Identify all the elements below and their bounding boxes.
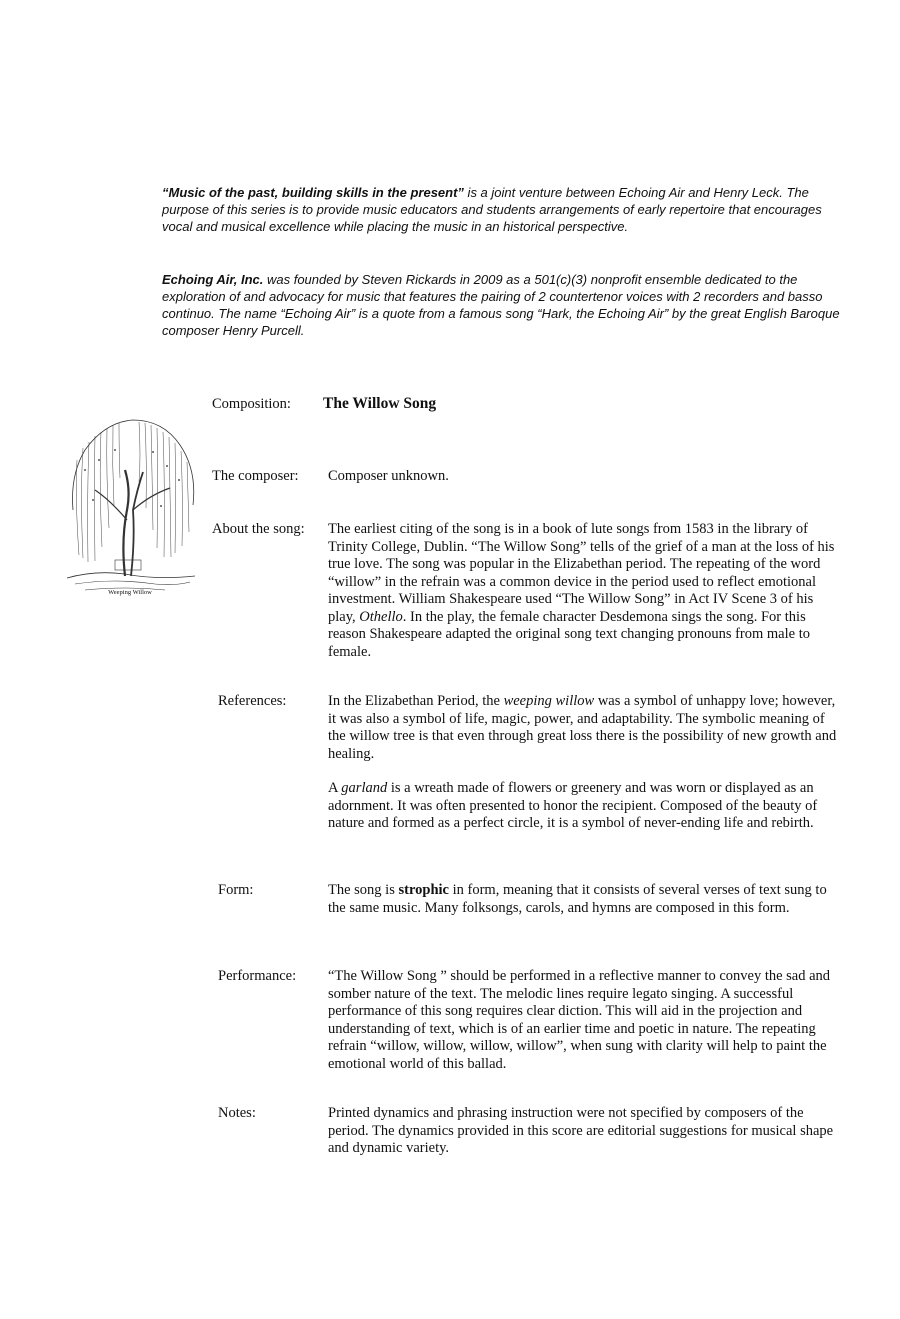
references-paragraph-willow xyxy=(328,693,838,763)
notes-label: Notes: xyxy=(218,1105,256,1121)
composition-label: Composition: xyxy=(212,396,291,412)
composer-label: The composer: xyxy=(212,468,299,484)
form-text-a: The song is xyxy=(328,882,399,898)
play-title: Othello xyxy=(359,608,403,625)
about-text xyxy=(328,521,838,661)
form-text xyxy=(328,882,838,917)
composition-title: The Willow Song xyxy=(323,395,437,412)
series-description: is a joint venture between Echoing Air and Henry Leck. The purpose of this series is to provide music educators and students arrangements of early repertoire that encourages vocal and musical excellence while placing the music in an historical perspective. xyxy=(162,185,822,234)
series-title: “Music of the past, building skills in the present” xyxy=(162,185,464,200)
about-label: About the song: xyxy=(212,521,305,537)
weeping-willow-icon xyxy=(55,410,205,600)
notes-text: Printed dynamics and phrasing instruction were not specified by composers of the period. The dynamics provided in this score are editorial suggestions for musical shape and dynamic variety. xyxy=(328,1105,834,1156)
intro-paragraph-ensemble xyxy=(162,271,842,339)
references-text xyxy=(328,693,838,833)
about-text-part2: . In the play, the female character Desdemona sings the song. For this reason Shakespeare adapted the original song text changing pronouns from male to female. xyxy=(328,608,810,660)
garland-term: garland xyxy=(341,780,388,796)
illustration-caption: Weeping Willow xyxy=(108,589,152,596)
form-text-b: in form, meaning that it consists of several verses of text sung to the same music. Many folksongs, carols, and hymns are composed in this form. xyxy=(328,882,827,916)
references-willow-a: In the Elizabethan Period, the xyxy=(328,693,504,709)
references-willow-b: was a symbol of unhappy love; however, it was also a symbol of life, magic, power, and adaptability. The symbolic meaning of the willow tree is that even through great loss there is the possibility of new growth and healing. xyxy=(328,693,837,762)
references-paragraph-garland xyxy=(328,780,838,833)
weeping-willow-term: weeping willow xyxy=(503,693,595,709)
references-garland-a: A xyxy=(328,780,342,796)
composer-value: Composer unknown. xyxy=(328,468,449,484)
performance-text: “The Willow Song ” should be performed in a reflective manner to convey the sad and somber nature of the text. The melodic lines require legato singing. A successful performance of this song requires clear diction. This will aid in the projection and understanding of text, which is of an earlier time and poetic in nature. The repeating refrain “willow, willow, willow, willow”, when sung with clarity will help to paint the emotional world of this ballad. xyxy=(328,968,831,1072)
form-label: Form: xyxy=(218,882,254,898)
about-text-part1: The earliest citing of the song is in a book of lute songs from 1583 in the library of Trinity College, Dublin. “The Willow Song” tells of the grief of a man at the loss of his true love. The song was popular in the Elizabethan period. The repeating of the word “willow” in the refrain was a common device in the period used to reflect emotional investment. William Shakespeare used “The Willow Song” in Act IV Scene 3 of his play, xyxy=(328,521,835,625)
intro-paragraph-series xyxy=(162,184,842,235)
ensemble-name: Echoing Air, Inc. xyxy=(162,272,264,287)
ensemble-description: was founded by Steven Rickards in 2009 as a 501(c)(3) nonprofit ensemble dedicated to the exploration of and advocacy for music that features the pairing of 2 countertenor voices with 2 recorders and basso continuo. The name “Echoing Air” is a quote from a famous song “Hark, the Echoing Air” by the great English Baroque composer Henry Purcell. xyxy=(162,272,840,338)
strophic-term: strophic xyxy=(398,882,449,898)
performance-label: Performance: xyxy=(218,968,297,984)
references-garland-b: is a wreath made of flowers or greenery and was worn or displayed as an adornment. It was often presented to honor the recipient. Composed of the beauty of nature and formed as a perfect circle, it is a symbol of never-ending life and rebirth. xyxy=(328,780,818,831)
references-label: References: xyxy=(218,693,287,709)
